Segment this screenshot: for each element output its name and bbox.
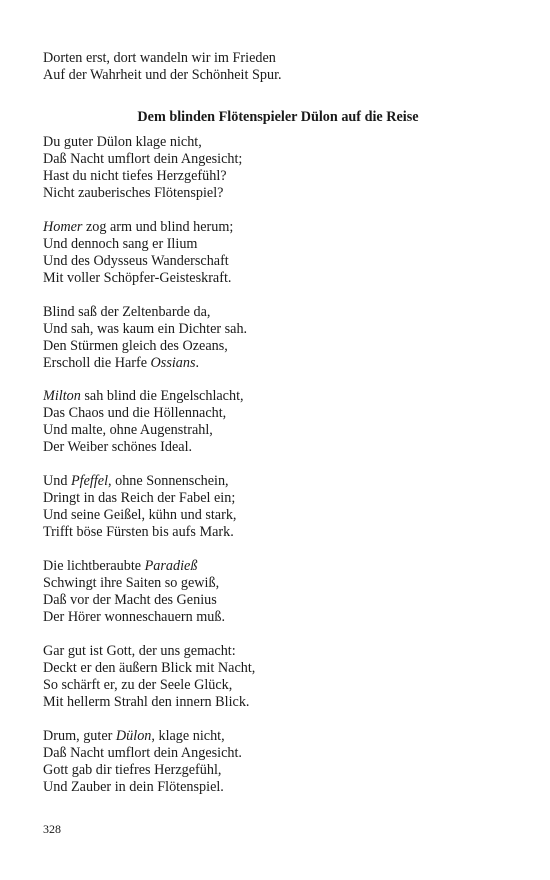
poem-line (43, 270, 513, 287)
page-number: 328 (43, 822, 61, 836)
intro-stanza (43, 50, 513, 84)
line-text: Gott gab dir tiefres Herzgefühl, (43, 761, 222, 778)
poem-line (43, 575, 513, 592)
poem-line (43, 728, 513, 745)
line-text: . (195, 354, 200, 371)
poem-line (43, 134, 513, 151)
line-text: zog arm und blind herum; (82, 218, 234, 235)
poem-line (43, 558, 513, 575)
stanza (43, 134, 513, 202)
line-text: Drum, guter (43, 727, 116, 744)
line-text: Das Chaos und die Höllennacht, (43, 405, 227, 422)
poem-line (43, 779, 513, 796)
line-text: Und seine Geißel, kühn und stark, (43, 507, 237, 524)
poem-line (43, 355, 513, 372)
stanza (43, 304, 513, 372)
line-text: Gar gut ist Gott, der uns gemacht: (43, 642, 236, 659)
line-text: Dorten erst, dort wandeln wir im Frieden (43, 50, 276, 66)
poem-line (43, 694, 513, 711)
line-text: Daß vor der Macht des Genius (43, 591, 217, 608)
line-text: Der Hörer wonneschauern muß. (43, 608, 226, 625)
line-text: Der Weiber schönes Ideal. (43, 439, 193, 456)
line-text: Du guter Dülon klage nicht, (43, 134, 202, 150)
line-text: Nicht zauberisches Flötenspiel? (43, 185, 224, 201)
poem-line (43, 592, 513, 609)
poem-line (43, 185, 513, 202)
italic-name: Paradieß (144, 557, 198, 574)
stanza (43, 643, 513, 711)
stanza (43, 558, 513, 626)
poem-line (43, 473, 513, 490)
poem-line (43, 490, 513, 507)
stanza (43, 219, 513, 287)
poem-line (43, 660, 513, 677)
poem-line (43, 507, 513, 524)
line-text: , klage nicht, (151, 727, 225, 744)
poem-line (43, 745, 513, 762)
poem-line (43, 168, 513, 185)
line-text: Mit hellerm Strahl den innern Blick. (43, 693, 250, 710)
line-text: Deckt er den äußern Blick mit Nacht, (43, 659, 256, 676)
stanza (43, 473, 513, 541)
line-text: Auf der Wahrheit und der Schönheit Spur. (43, 67, 282, 83)
poem-line (43, 439, 513, 456)
italic-name: Pfeffel (70, 473, 109, 490)
stanza (43, 388, 513, 456)
poem-line (43, 762, 513, 779)
poem-line (43, 151, 513, 168)
line-text: Blind saß der Zeltenbarde da, (43, 303, 211, 320)
poem-line (43, 219, 513, 236)
line-text: Hast du nicht tiefes Herzgefühl? (43, 168, 227, 184)
line-text: Dringt in das Reich der Fabel ein; (43, 490, 236, 507)
line-text: Und Zauber in dein Flötenspiel. (43, 778, 224, 795)
line-text: Daß Nacht umflort dein Angesicht; (43, 151, 243, 167)
italic-name: Homer (43, 218, 83, 235)
poem-line (43, 50, 513, 67)
line-text: , ohne Sonnenschein, (108, 473, 229, 490)
line-text: Erscholl die Harfe (43, 354, 151, 371)
poem-line (43, 643, 513, 660)
line-text: Mit voller Schöpfer-Geisteskraft. (43, 269, 232, 286)
poem-line (43, 609, 513, 626)
line-text: So schärft er, zu der Seele Glück, (43, 676, 233, 693)
poem-line (43, 236, 513, 253)
stanza (43, 728, 513, 796)
poem-line (43, 304, 513, 321)
line-text: Daß Nacht umflort dein Angesicht. (43, 744, 242, 761)
poem-line (43, 321, 513, 338)
poem-line (43, 524, 513, 541)
page-body (43, 50, 513, 796)
line-text: Und sah, was kaum ein Dichter sah. (43, 320, 248, 337)
line-text: sah blind die Engelschlacht, (80, 388, 244, 405)
poem-title: Dem blinden Flötenspieler Dülon auf die Reise (137, 109, 419, 125)
poem-line (43, 388, 513, 405)
poem-line (43, 338, 513, 355)
italic-name: Dülon (115, 727, 152, 744)
line-text: Und dennoch sang er Ilium (43, 235, 198, 252)
line-text: Den Stürmen gleich des Ozeans, (43, 337, 228, 354)
poem-line (43, 405, 513, 422)
line-text: Trifft böse Fürsten bis aufs Mark. (43, 524, 234, 541)
poem-line (43, 253, 513, 270)
italic-name: Ossians (150, 354, 196, 371)
line-text: Und des Odysseus Wanderschaft (43, 252, 229, 269)
italic-name: Milton (43, 388, 81, 405)
line-text: Und (43, 473, 71, 490)
poem-body (43, 134, 513, 796)
poem-line (43, 67, 513, 84)
line-text: Schwingt ihre Saiten so gewiß, (43, 574, 220, 591)
poem-line (43, 677, 513, 694)
line-text: Und malte, ohne Augenstrahl, (43, 422, 213, 439)
line-text: Die lichtberaubte (43, 557, 145, 574)
poem-line (43, 422, 513, 439)
